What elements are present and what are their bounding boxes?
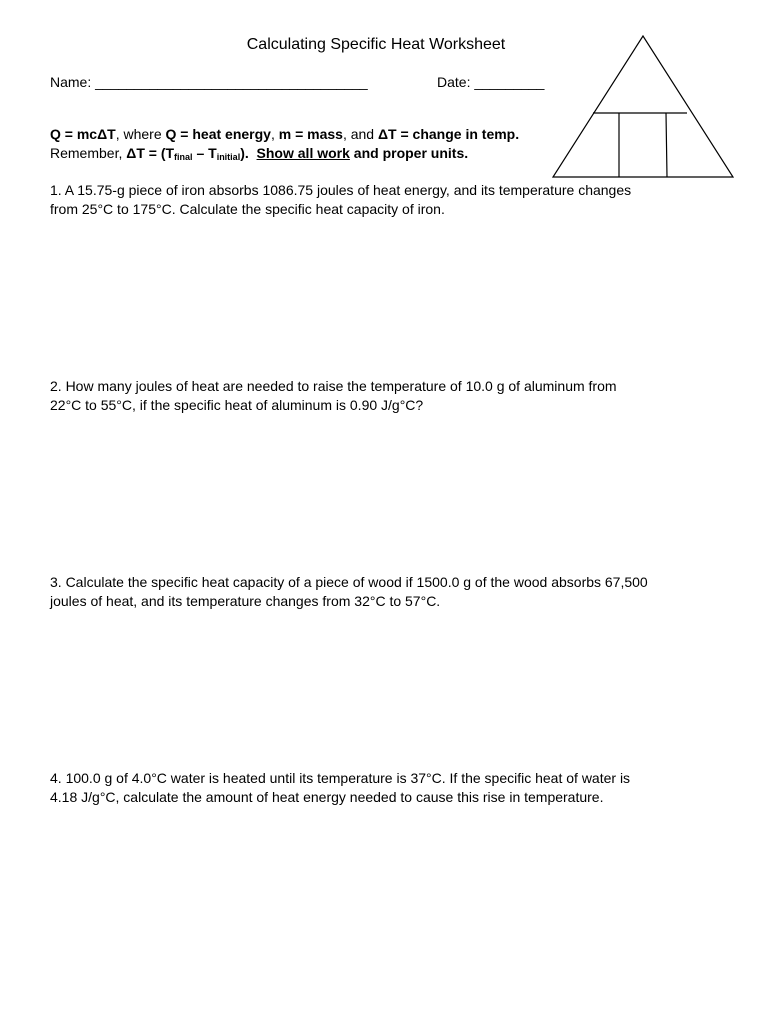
question-1 <box>50 181 710 219</box>
formula-m-def: m = mass <box>278 126 343 142</box>
question-text-line: 2. How many joules of heat are needed to raise the temperature of 10.0 g of aluminum from <box>50 378 617 394</box>
name-label: Name: <box>50 74 92 90</box>
formula-line <box>50 126 519 142</box>
formula-comma: , <box>270 126 279 142</box>
question-4 <box>50 769 710 807</box>
date-row <box>437 74 544 90</box>
question-text-line: 3. Calculate the specific heat capacity of a piece of wood if 1500.0 g of the wood absorbs 67,500 <box>50 574 648 590</box>
dt-eq-end: ). <box>240 145 249 161</box>
final-subscript: final <box>174 152 193 162</box>
question-text-line: 1. A 15.75-g piece of iron absorbs 1086.75 joules of heat energy, and its temperature changes <box>50 182 632 198</box>
show-all-work: Show all work <box>256 145 350 161</box>
initial-subscript: initial <box>216 152 241 162</box>
question-3 <box>50 573 710 611</box>
proper-units: and proper units. <box>349 145 469 161</box>
question-text-line: 22°C to 55°C, if the specific heat of aluminum is 0.90 J/g°C? <box>50 397 424 413</box>
question-text-line: 4.18 J/g°C, calculate the amount of heat energy needed to cause this rise in temperature. <box>50 789 604 805</box>
dt-eq-start: ΔT = (T <box>126 145 175 161</box>
date-label: Date: <box>437 74 471 90</box>
name-blank[interactable]: ___________________________________ <box>95 74 368 90</box>
dt-minus: – T <box>192 145 217 161</box>
formula-q-eq: Q = mcΔT <box>50 126 116 142</box>
formula-q-def: Q = heat energy <box>165 126 271 142</box>
formula-dt-def: ΔT = change in temp. <box>377 126 520 142</box>
worksheet-title: Calculating Specific Heat Worksheet <box>246 36 506 53</box>
name-row <box>50 74 368 90</box>
formula-where: , where <box>115 126 166 142</box>
triangle-outline <box>553 36 733 177</box>
formula-and: , and <box>342 126 378 142</box>
formula-triangle-diagram <box>550 32 736 182</box>
question-text-line: 4. 100.0 g of 4.0°C water is heated until its temperature is 37°C. If the specific heat of water is <box>50 770 631 786</box>
question-text-line: joules of heat, and its temperature changes from 32°C to 57°C. <box>50 593 441 609</box>
question-2 <box>50 377 710 415</box>
remember-label: Remember, <box>50 145 127 161</box>
triangle-right-divider <box>666 113 667 177</box>
date-blank[interactable]: _________ <box>474 74 545 90</box>
question-text-line: from 25°C to 175°C. Calculate the specific heat capacity of iron. <box>50 201 445 217</box>
remember-line <box>50 145 468 162</box>
